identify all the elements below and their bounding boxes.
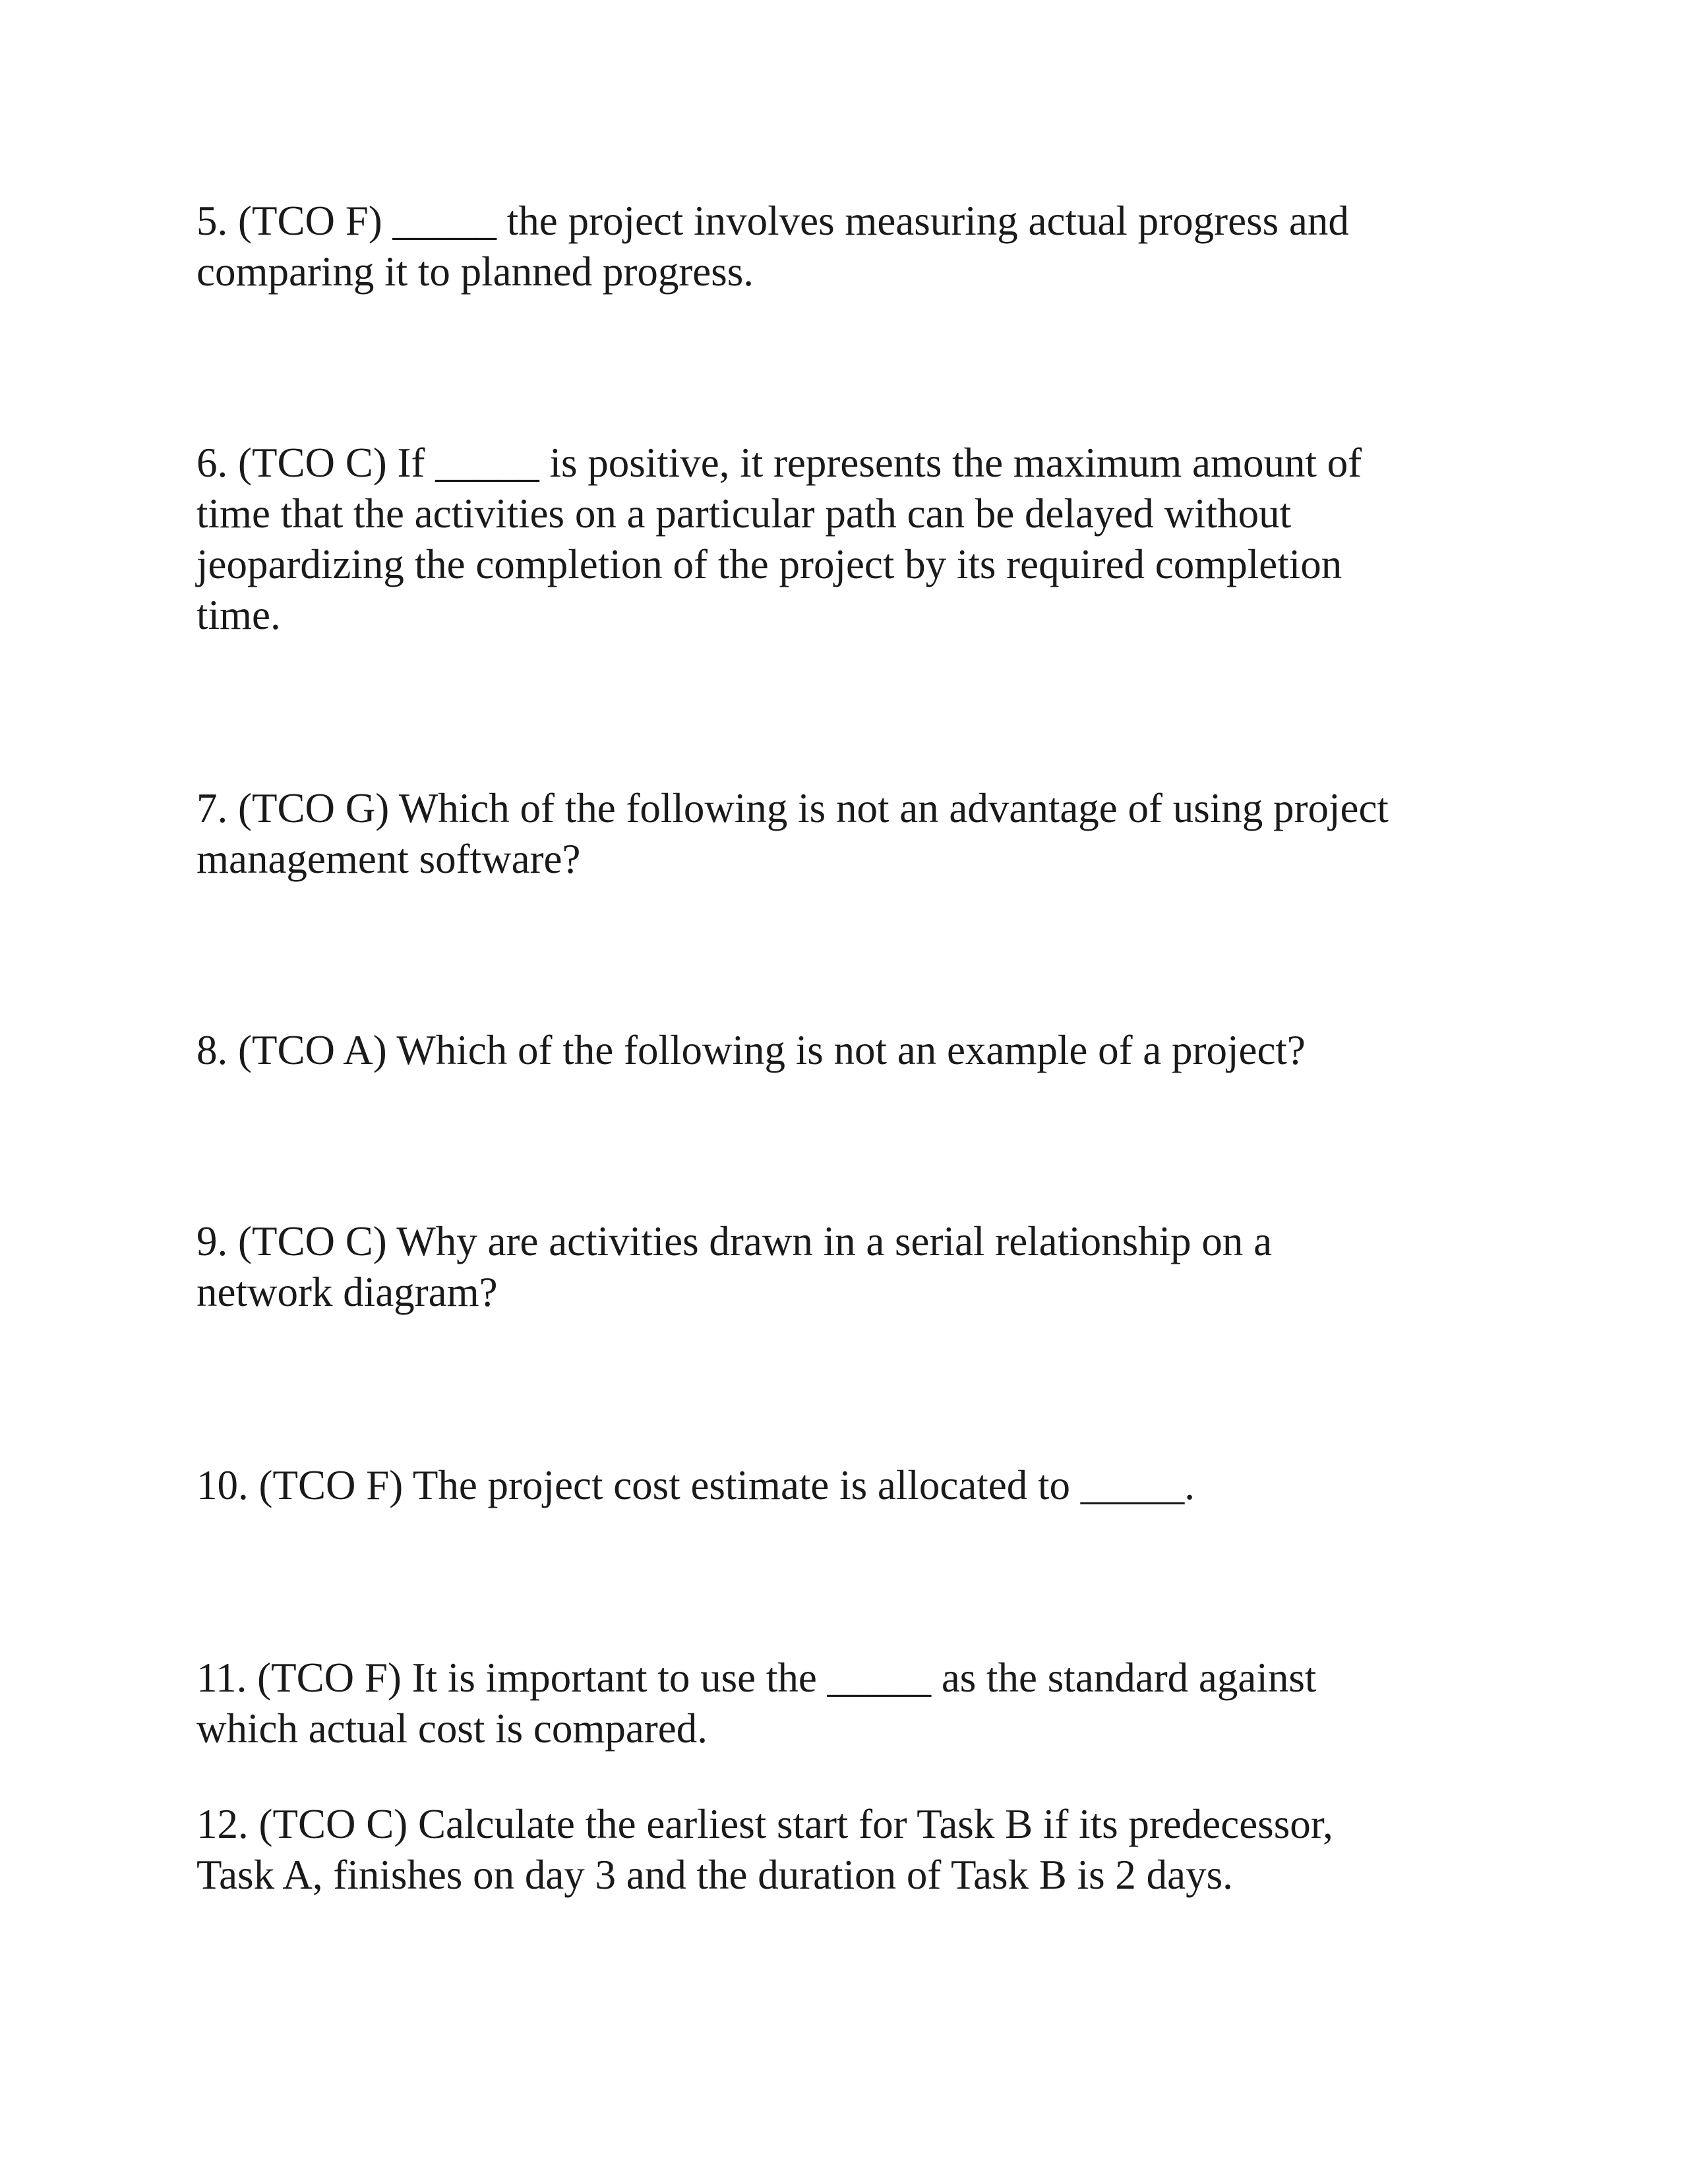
question-11-line-2: which actual cost is compared.	[196, 1705, 708, 1752]
question-8	[196, 1025, 1306, 1076]
question-5-line-2: comparing it to planned progress.	[196, 249, 754, 295]
question-5-line-1: 5. (TCO F) _____ the project involves measuring actual progress and	[196, 198, 1349, 244]
question-7	[196, 783, 1389, 885]
question-12-line-1: 12. (TCO C) Calculate the earliest start for Task B if its predecessor,	[196, 1801, 1333, 1847]
question-11	[196, 1653, 1316, 1754]
question-12-line-2: Task A, finishes on day 3 and the duration of Task B is 2 days.	[196, 1852, 1233, 1898]
question-6-line-2: time that the activities on a particular path can be delayed without	[196, 490, 1292, 537]
question-6-line-4: time.	[196, 592, 281, 638]
question-9-line-2: network diagram?	[196, 1269, 498, 1315]
question-12	[196, 1799, 1333, 1901]
question-7-line-1: 7. (TCO G) Which of the following is not an advantage of using project	[196, 785, 1389, 831]
question-9-line-1: 9. (TCO C) Why are activities drawn in a serial relationship on a	[196, 1218, 1273, 1264]
question-7-line-2: management software?	[196, 836, 581, 882]
question-10-line-1: 10. (TCO F) The project cost estimate is allocated to _____.	[196, 1462, 1195, 1508]
question-6-line-1: 6. (TCO C) If _____ is positive, it represents the maximum amount of	[196, 440, 1362, 486]
question-5	[196, 196, 1349, 297]
question-11-line-1: 11. (TCO F) It is important to use the _____ as the standard against	[196, 1655, 1317, 1701]
question-10	[196, 1460, 1195, 1511]
question-6-line-3: jeopardizing the completion of the project by its required completion	[196, 541, 1342, 587]
question-9	[196, 1216, 1272, 1318]
question-6	[196, 438, 1362, 641]
question-8-line-1: 8. (TCO A) Which of the following is not an example of a project?	[196, 1027, 1306, 1073]
